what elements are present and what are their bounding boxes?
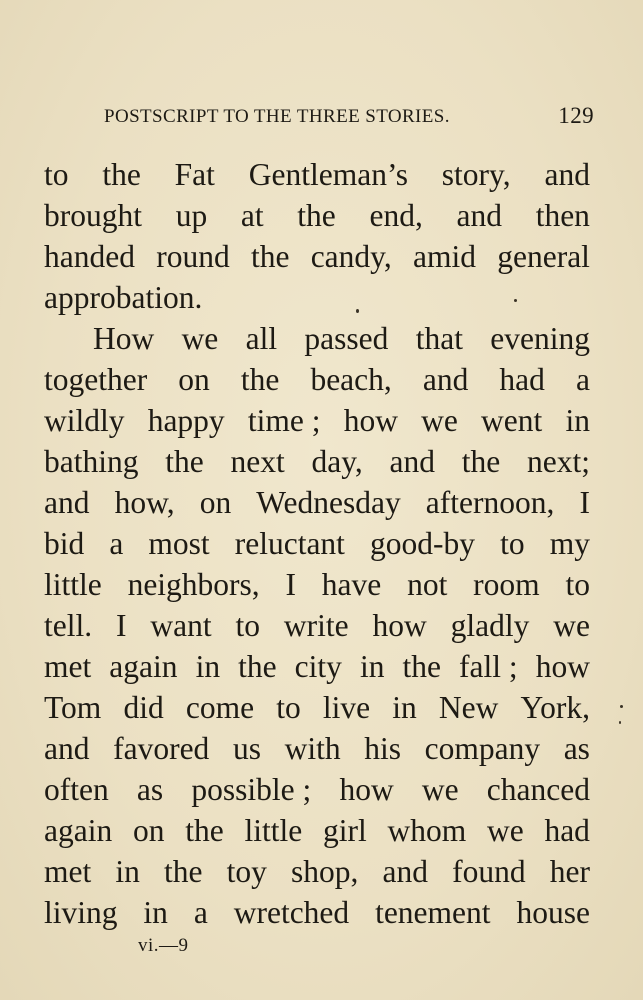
text-line [44,195,590,236]
word: we [181,321,219,356]
text-line [44,482,590,523]
word: how [372,608,427,643]
text-line [44,359,590,400]
word: shop, [291,854,359,889]
word: the [165,444,204,479]
word: candy, [310,239,392,274]
word: and [456,198,502,233]
word: how [535,649,590,684]
word: How [93,321,155,356]
running-title: POSTSCRIPT TO THE THREE STORIES. [104,106,450,127]
word: to [44,157,69,192]
text-line [44,441,590,482]
word: I [116,608,127,643]
word: possible ; [191,772,312,807]
word: general [497,239,590,274]
word: and [382,854,429,889]
word: on [132,813,165,848]
word: next [230,444,285,479]
word: in [565,403,590,438]
word: in [392,690,417,725]
word: I [579,485,590,520]
word: up [175,198,208,233]
text-line [44,277,590,318]
word: girl [322,813,367,848]
text-line [44,810,590,851]
word: living [44,895,118,930]
word: brought [44,198,142,233]
print-speck [356,309,359,313]
word: story, [441,157,511,192]
word: fall ; [459,649,518,684]
word: favored [113,731,210,766]
text-line [44,154,590,195]
word: company [424,731,541,766]
text-line [44,892,590,933]
word: met [44,649,92,684]
word: day, [311,444,363,479]
word: reluctant [234,526,345,561]
word: her [549,854,590,889]
word: in [143,895,168,930]
word: come [185,690,255,725]
word: tell. [44,608,93,643]
word: us [232,731,261,766]
word: New [438,690,499,725]
word: we [553,608,590,643]
word: we [421,403,458,438]
word: time ; [247,403,321,438]
word: good-by [370,526,476,561]
word: the [402,649,441,684]
word: on [178,362,210,397]
word: went [481,403,543,438]
word: a [193,895,208,930]
word: his [364,731,401,766]
word: and [389,444,436,479]
word: to [500,526,525,561]
word: Tom [44,690,102,725]
word: wildly [44,403,125,438]
word: York, [520,690,590,725]
word: bid [44,526,85,561]
word: next; [527,444,590,479]
word: not [407,567,448,602]
word: how [343,403,398,438]
word: again [44,813,113,848]
word: as [136,772,164,807]
word: the [297,198,336,233]
word: afternoon, [425,485,555,520]
word: we [421,772,459,807]
text-line [44,646,590,687]
word: end, [369,198,423,233]
word: that [415,321,463,356]
word: wretched [233,895,350,930]
text-line [44,851,590,892]
word: and [544,157,590,192]
word: again [109,649,178,684]
word: happy [147,403,225,438]
word: toy [226,854,267,889]
word: room [473,567,540,602]
word: in [195,649,221,684]
word: neighbors, [127,567,260,602]
body-text [44,154,590,933]
word: chanced [486,772,590,807]
word: the [238,649,277,684]
word: and [44,485,90,520]
running-head [104,103,594,134]
word: had [499,362,545,397]
word: want [150,608,212,643]
word: Gentleman’s [248,157,408,192]
text-line [44,564,590,605]
word: and [44,731,90,766]
word: in [115,854,140,889]
word: little [244,813,303,848]
word: whom [387,813,467,848]
word: the [461,444,501,479]
word: had [544,813,590,848]
word: then [535,198,590,233]
word: all [245,321,278,356]
word: did [123,690,164,725]
word: house [516,895,590,930]
word: the [164,854,203,889]
word: to [235,608,260,643]
text-line [44,687,590,728]
word: the [240,362,280,397]
word: write [283,608,349,643]
word: live [322,690,371,725]
word: found [452,854,526,889]
text-line [44,769,590,810]
word: evening [490,321,590,356]
word: I [285,567,296,602]
word: tenement [375,895,491,930]
text-line [44,318,590,359]
word: Fat [174,157,215,192]
word: passed [304,321,389,356]
print-speck [620,705,623,708]
word: as [563,731,590,766]
word: gladly [450,608,530,643]
word: how, [114,485,175,520]
word: Wednesday [256,485,401,520]
text-line [44,523,590,564]
word: and [422,362,469,397]
word: beach, [310,362,392,397]
word: have [321,567,382,602]
word: in [359,649,385,684]
word: city [294,649,342,684]
word: to [565,567,590,602]
text-line [44,728,590,769]
text-line [44,236,590,277]
word: most [148,526,210,561]
word: amid [413,239,476,274]
word: the [250,239,290,274]
word: approbation. [44,280,203,315]
word: my [549,526,590,561]
print-speck [514,299,517,302]
word: met [44,854,92,889]
word: the [185,813,224,848]
word: bathing [44,444,139,479]
signature-mark: vi.—9 [138,935,189,956]
word: often [44,772,109,807]
word: we [486,813,524,848]
word: a [109,526,124,561]
word: handed [44,239,135,274]
word: to [276,690,301,725]
word: a [575,362,590,397]
word: how [339,772,394,807]
word: on [199,485,232,520]
word: at [240,198,264,233]
word: round [156,239,230,274]
word: together [44,362,148,397]
page-number: 129 [558,103,594,128]
word: with [284,731,341,766]
word: little [44,567,102,602]
word: the [102,157,141,192]
print-speck [619,721,621,724]
text-line [44,400,590,441]
text-line [44,605,590,646]
